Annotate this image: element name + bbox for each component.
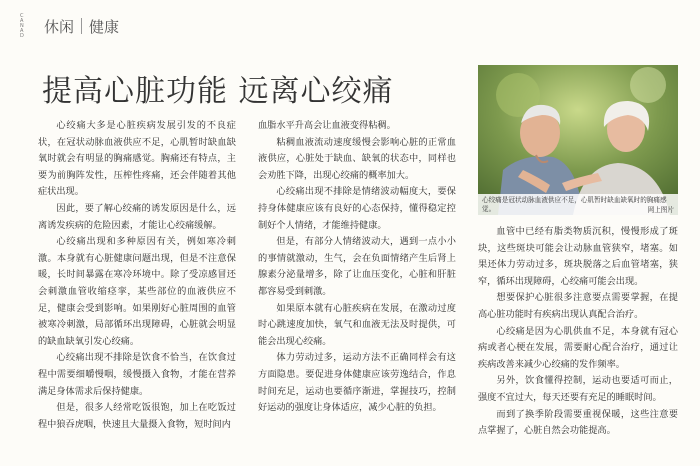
article-photo [478, 65, 678, 215]
paragraph: 另外，饮食懂得控制，运动也要适可而止，强度不宜过大，每天还要有充足的睡眠时间。 [478, 375, 678, 403]
publication-logo: C A N A D [20, 13, 25, 39]
paragraph: 心绞痛出现和多种原因有关，例如寒冷刺激。本身就有心脏健康问题出现，但是不注意保暖，长时间暴露在寒冷环境中。除了受凉感冒还会刺激血管收缩痉挛，某些部位的血液供应不足，健康会受到影响。如果刚好心脏周围的血管被寒冷刺激，局部循环出现障碍，心脏就会明显的缺血缺氧引发心绞痛。 [38, 236, 236, 347]
article-column-2 [258, 118, 456, 466]
paragraph: 血脂水平升高会让血液变得粘稠。 [258, 120, 396, 131]
photo-caption: 心绞痛是冠状动脉血液供应不足，心肌暂时缺血缺氧时的胸痛感觉。 [478, 194, 678, 215]
paragraph: 但是，有部分人情绪波动大，遇到一点小小的事情就激动，生气，会在负面情绪产生后肾上腺素分泌量增多，除了让血压变化，心脏和肝脏都容易受到刺激。 [258, 236, 456, 297]
paragraph: 但是，很多人经常吃饭很饱，加上在吃饭过程中狼吞虎咽，快速且大量摄入食物，短时间内 [38, 402, 236, 430]
paragraph: 因此，要了解心绞痛的诱发原因是什么，远离诱发疾病的危险因素，才能让心绞痛缓解。 [38, 202, 236, 231]
paragraph: 心绞痛是因为心肌供血不足，本身就有冠心病或者心梗在发展，需要耐心配合治疗，通过让疾病改善来减少心绞痛的发作频率。 [478, 325, 678, 370]
article-title: 提高心脏功能 远离心绞痛 [42, 74, 394, 109]
section-label: 休闲 [44, 17, 75, 36]
paragraph: 血管中已经有脂类物质沉积，慢慢形成了斑块，这些斑块可能会让动脉血管狭窄，堵塞。如果还体力劳动过多，斑块脱落之后血管堵塞，狭窄，循环出现障碍，心绞痛可能会出现。 [478, 226, 678, 287]
paragraph: 想要保护心脏很多注意要点需要掌握，在提高心脏功能时有疾病出现认真配合治疗。 [478, 292, 678, 320]
photo-credit: 网上图片 [647, 206, 674, 214]
page-header [20, 12, 119, 40]
paragraph: 心绞痛出现不排除是饮食不恰当，在饮食过程中需要细嚼慢咽，缓慢摄入食物，才能在营养满足身体需求后保持健康。 [38, 352, 236, 397]
elderly-couple-illustration [478, 65, 678, 215]
paragraph: 而到了换季阶段需要重视保暖，这些注意要点掌握了，心脏自然会功能提高。 [478, 408, 678, 437]
paragraph: 如果原本就有心脏疾病在发展，在激动过度时心跳速度加快，氧气和血液无法及时提供，可能会出现心绞痛。 [258, 302, 456, 347]
paragraph: 心绞痛出现不排除是情绪波动幅度大，要保持身体健康应该有良好的心态保持，懂得稳定控制好个人情绪，才能维持健康。 [258, 186, 456, 231]
article-column-3 [478, 224, 678, 466]
subsection-label: 健康 [89, 17, 120, 36]
header-divider [81, 18, 82, 34]
article-column-1 [38, 118, 236, 466]
paragraph: 体力劳动过多，运动方法不正确同样会有这方面隐患。要促进身体健康应该劳逸结合，作息时间充足，运动也要循序渐进，掌握技巧，控制好运动的强度让身体适应，减少心脏的负担。 [258, 352, 456, 414]
paragraph: 粘稠血液流动速度缓慢会影响心脏的正常血液供应，心脏处于缺血、缺氧的状态中，同样也会劝胜下降，出现心绞痛的概率加大。 [258, 136, 456, 181]
paragraph: 心绞痛大多是心脏疾病发展引发的不良症状，在冠状动脉血液供应不足，心肌暂时缺血缺氧时就会有明显的胸痛感觉。胸痛还有特点，主要为前胸阵发性，压榨性疼痛，还会伴随着其他症状出现。 [38, 120, 236, 198]
